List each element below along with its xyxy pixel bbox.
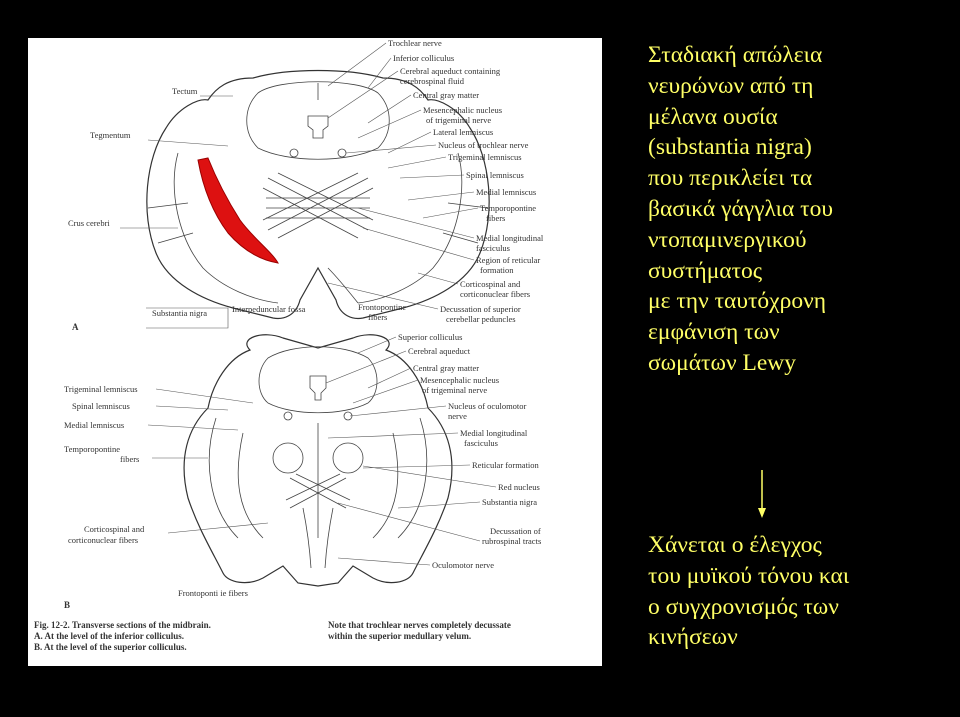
label-cerebral-aqueduct-b: Cerebral aqueduct [408, 346, 471, 356]
label-reticular-formation-a: formation [480, 265, 514, 275]
label-superior-colliculus: Superior colliculus [398, 332, 463, 342]
down-arrow-icon [757, 470, 767, 520]
label-mesencephalic-a: Mesencephalic nucleus [423, 105, 503, 115]
label-temporopontine-a: Temporopontine [480, 203, 537, 213]
section-b-letter: B [64, 600, 71, 610]
label-decussation-scp: Decussation of superior [440, 304, 521, 314]
label-substantia-nigra-a: Substantia nigra [152, 308, 208, 318]
section-b-left-labels [64, 384, 145, 545]
label-mlf-a: Medial longitudinal [476, 233, 544, 243]
section-a-right-labels [388, 38, 544, 324]
label-corticonuclear-a: corticonuclear fibers [460, 289, 531, 299]
label-corticospinal-a: Corticospinal and [460, 279, 521, 289]
label-tegmentum: Tegmentum [90, 130, 131, 140]
label-csf: cerebrospinal fluid [400, 76, 464, 86]
caption-line: εμφάνιση των [648, 319, 780, 346]
label-substantia-nigra-b: Substantia nigra [482, 497, 538, 507]
label-spinal-lemniscus-a: Spinal lemniscus [466, 170, 524, 180]
legend-line-a: A. At the level of the inferior colliculus. [34, 631, 185, 641]
result-line: κινήσεων [648, 624, 738, 651]
label-mlf-fasciculus-b: fasciculus [464, 438, 498, 448]
result-caption [648, 530, 958, 653]
label-frontopontine-a: Frontopontine [358, 302, 407, 312]
label-frontopontine-fibers-a: fibers [368, 312, 388, 322]
label-tectum: Tectum [172, 86, 198, 96]
label-central-gray-b: Central gray matter [413, 363, 480, 373]
label-inferior-colliculus: Inferior colliculus [393, 53, 455, 63]
label-rubrospinal-tracts: rubrospinal tracts [482, 536, 542, 546]
caption-line: βασικά γάγγλια του [648, 195, 833, 222]
label-crus-cerebri: Crus cerebri [68, 218, 110, 228]
result-line: του μυϊκού τόνου και [648, 562, 850, 589]
caption-line: Σταδιακή απώλεια [648, 42, 823, 68]
caption-line: (substantia nigra) [648, 134, 812, 161]
legend-note-1: Note that trochlear nerves completely decussate [328, 620, 511, 630]
caption-line: που περικλείει τα [648, 165, 813, 192]
label-reticular-formation-b: Reticular formation [472, 460, 539, 470]
legend-title: Fig. 12-2. Transverse sections of the midbrain. [34, 620, 211, 630]
label-trigeminal-nerve-b: of trigeminal nerve [422, 385, 488, 395]
label-trigeminal-nerve-a: of trigeminal nerve [426, 115, 492, 125]
label-temporopontine-b: Temporopontine [64, 444, 121, 454]
label-mlf-fasciculus-a: fasciculus [476, 243, 510, 253]
label-central-gray-a: Central gray matter [413, 90, 480, 100]
label-trochlear-nerve: Trochlear nerve [388, 38, 442, 48]
label-oculomotor-nucleus: Nucleus of oculomotor [448, 401, 527, 411]
legend-line-b: B. At the level of the superior colliculus. [34, 642, 187, 652]
legend-note-2: within the superior medullary velum. [328, 631, 472, 641]
label-cerebellar-peduncles: cerebellar peduncles [446, 314, 516, 324]
label-corticospinal-b: Corticospinal and [84, 524, 145, 534]
label-red-nucleus: Red nucleus [498, 482, 540, 492]
label-corticonuclear-b: corticonuclear fibers [68, 535, 139, 545]
caption-line: σωμάτων Lewy [648, 349, 796, 376]
label-trigeminal-lemniscus-a: Trigeminal lemniscus [448, 152, 522, 162]
caption-line: μέλανα ουσία [648, 103, 778, 130]
label-mesencephalic-b: Mesencephalic nucleus [420, 375, 500, 385]
caption-line: με την ταυτόχρονη [648, 288, 826, 315]
label-lateral-lemniscus: Lateral lemniscus [433, 127, 494, 137]
label-oculomotor-nerve: Oculomotor nerve [432, 560, 495, 570]
result-line: Χάνεται ο έλεγχος [648, 532, 822, 558]
label-trigeminal-lemniscus-b: Trigeminal lemniscus [64, 384, 138, 394]
label-spinal-lemniscus-b: Spinal lemniscus [72, 401, 130, 411]
caption-line: ντοπαμινεργικού [648, 226, 807, 253]
label-decussation-of: Decussation of [490, 526, 541, 536]
label-reticular-region: Region of reticular [476, 255, 541, 265]
label-frontopontine-b: Frontoponti ie fibers [178, 588, 248, 598]
label-mlf-b: Medial longitudinal [460, 428, 528, 438]
midbrain-figure-panel [28, 38, 602, 666]
label-temporopontine-fibers-b: fibers [120, 454, 140, 464]
midbrain-diagram [28, 38, 602, 666]
result-line: ο συγχρονισμός των [648, 593, 839, 620]
label-nerve: nerve [448, 411, 467, 421]
caption-line: συστήματος [648, 257, 763, 284]
label-medial-lemniscus-b: Medial lemniscus [64, 420, 125, 430]
section-b-drawing [184, 335, 452, 586]
label-temporopontine-fibers-a: fibers [486, 213, 506, 223]
figure-legend [34, 620, 511, 652]
label-interpeduncular-fossa: Interpeduncular fossa [232, 304, 306, 314]
section-b-right-labels [398, 332, 541, 570]
main-caption [648, 40, 948, 379]
substantia-nigra-highlight [198, 158, 278, 263]
label-medial-lemniscus-a: Medial lemniscus [476, 187, 537, 197]
label-cerebral-aqueduct: Cerebral aqueduct containing [400, 66, 501, 76]
label-trochlear-nucleus: Nucleus of trochlear nerve [438, 140, 529, 150]
caption-line: νευρώνων από τη [648, 72, 814, 99]
section-a-letter: A [72, 322, 79, 332]
